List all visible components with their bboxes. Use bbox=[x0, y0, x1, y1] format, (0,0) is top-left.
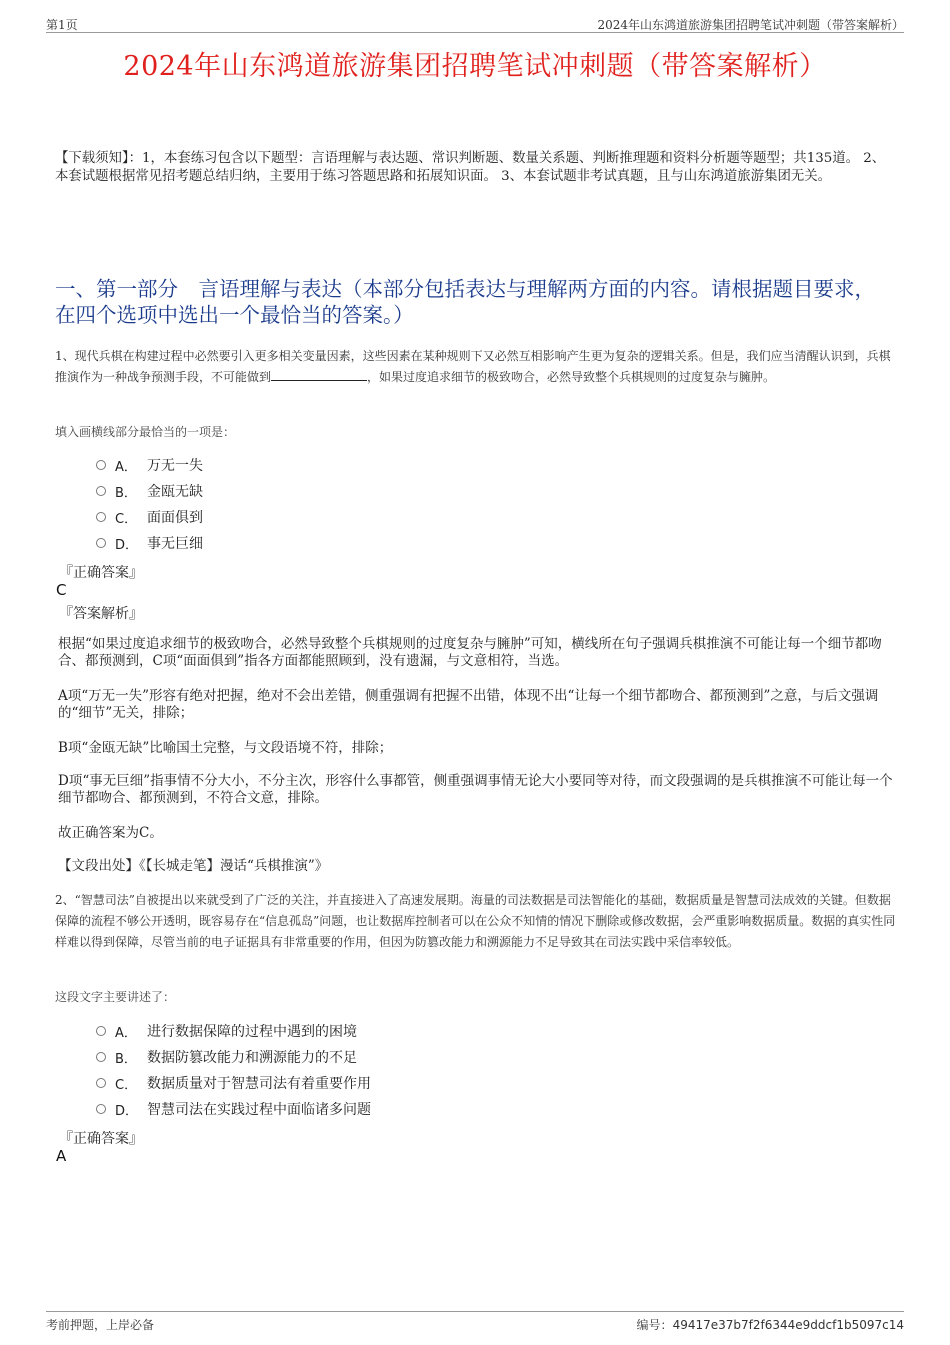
option-letter: C． bbox=[115, 511, 138, 527]
page-number: 第1页 bbox=[46, 18, 78, 32]
radio-icon[interactable] bbox=[96, 1104, 106, 1114]
option-d[interactable] bbox=[96, 1096, 371, 1122]
code-value: 49417e37b7f2f6344e9ddcf1b5097c14 bbox=[672, 1318, 904, 1332]
download-notice: 【下载须知】：1，本套练习包含以下题型：言语理解与表达题、常识判断题、数量关系题、判断推理题和资料分析题等题型；共135道。 2、本套试题根据常见招考题总结归纳，主要用于练习答题思路和拓展知识面。 3、本套试题非考试真题，且与山东鸿道旅游集团无关。 bbox=[55, 151, 886, 184]
option-b[interactable] bbox=[96, 478, 203, 504]
option-c[interactable] bbox=[96, 1070, 371, 1096]
question-1-prompt: 填入画横线部分最恰当的一项是： bbox=[55, 425, 236, 439]
option-letter: A． bbox=[115, 459, 137, 475]
answer-label: 『正确答案』 bbox=[59, 1131, 143, 1147]
answer-label: 『正确答案』 bbox=[59, 565, 143, 581]
option-a[interactable] bbox=[96, 452, 203, 478]
analysis-label: 『答案解析』 bbox=[59, 606, 143, 622]
radio-icon[interactable] bbox=[96, 538, 106, 548]
footer-slogan: 考前押题，上岸必备 bbox=[46, 1318, 155, 1332]
analysis-paragraph: B项“金瓯无缺”比喻国土完整，与文段语境不符，排除； bbox=[58, 740, 393, 756]
option-d[interactable] bbox=[96, 530, 203, 556]
radio-icon[interactable] bbox=[96, 460, 106, 470]
option-text: 金瓯无缺 bbox=[147, 484, 203, 500]
analysis-paragraph: A项“万无一失”形容有绝对把握，绝对不会出差错，侧重强调有把握不出错，体现不出“让每一个细节都吻合、都预测到”之意，与后文强调的“细节”无关，排除； bbox=[58, 688, 879, 721]
option-text: 进行数据保障的过程中遇到的困境 bbox=[147, 1024, 357, 1040]
option-text: 数据防篡改能力和溯源能力的不足 bbox=[147, 1050, 357, 1066]
radio-icon[interactable] bbox=[96, 1078, 106, 1088]
option-text: 智慧司法在实践过程中面临诸多问题 bbox=[147, 1102, 371, 1118]
question-1-stem bbox=[55, 346, 900, 388]
analysis-paragraph: 根据“如果过度追求细节的极致吻合，必然导致整个兵棋规则的过度复杂与臃肿”可知，横线所在句子强调兵棋推演不可能让每一个细节都吻合、都预测到，C项“面面俱到”指各方面都能照顾到，没有遗漏，与文意相符，当选。 bbox=[58, 636, 882, 669]
option-a[interactable] bbox=[96, 1018, 371, 1044]
question-2-stem: 2、“智慧司法”自被提出以来就受到了广泛的关注，并直接进入了高速发展期。海量的司法数据是司法智能化的基础，数据质量是智慧司法成效的关键。但数据保障的流程不够公开透明，既容易存在“信息孤岛”问题，也让数据库控制者可以在公众不知情的情况下删除或修改数据，会严重影响数据质量。数据的真实性同样难以得到保障，尽管当前的电子证据具有非常重要的作用，但因为防篡改能力和溯源能力不足导致其在司法实践中采信率较低。 bbox=[55, 893, 896, 949]
question-1-options bbox=[96, 452, 203, 556]
radio-icon[interactable] bbox=[96, 486, 106, 496]
question-2-options bbox=[96, 1018, 371, 1122]
question-1-text-after: ，如果过度追求细节的极致吻合，必然导致整个兵棋规则的过度复杂与臃肿。 bbox=[367, 370, 776, 384]
analysis-paragraph: D项“事无巨细”指事情不分大小，不分主次，形容什么事都管，侧重强调事情无论大小要同等对待，而文段强调的是兵棋推演不可能让每一个细节都吻合、都预测到，不符合文意，排除。 bbox=[58, 773, 893, 806]
correct-answer: C bbox=[56, 581, 67, 599]
option-text: 万无一失 bbox=[147, 458, 203, 474]
option-letter: A． bbox=[115, 1025, 137, 1041]
code-label: 编号： bbox=[636, 1318, 673, 1332]
option-b[interactable] bbox=[96, 1044, 371, 1070]
radio-icon[interactable] bbox=[96, 512, 106, 522]
correct-answer: A bbox=[56, 1147, 67, 1165]
source-citation: 【文段出处】《【长城走笔】漫话“兵棋推演”》 bbox=[58, 858, 329, 874]
footer-code bbox=[637, 1316, 904, 1333]
question-2-prompt: 这段文字主要讲述了： bbox=[55, 990, 176, 1004]
question-1-text-before: 1、现代兵棋在构建过程中必然要引入更多相关变量因素，这些因素在某种规则下又必然互相影响产生更为复杂的逻辑关系。但是，我们应当清醒认识到，兵棋推演作为一种战争预测手段，不可能做到 bbox=[55, 349, 891, 384]
option-letter: C． bbox=[115, 1077, 138, 1093]
option-letter: B． bbox=[115, 485, 137, 501]
option-letter: D． bbox=[115, 1103, 139, 1119]
section-heading: 一、第一部分 言语理解与表达（本部分包括表达与理解两方面的内容。请根据题目要求，在四个选项中选出一个最恰当的答案。） bbox=[55, 277, 875, 327]
option-text: 面面俱到 bbox=[147, 510, 203, 526]
document-title: 2024年山东鸿道旅游集团招聘笔试冲刺题（带答案解析） bbox=[123, 51, 827, 82]
option-text: 事无巨细 bbox=[147, 536, 203, 552]
analysis-paragraph: 故正确答案为C。 bbox=[58, 825, 163, 841]
option-letter: D． bbox=[115, 537, 139, 553]
option-text: 数据质量对于智慧司法有着重要作用 bbox=[147, 1076, 371, 1092]
option-c[interactable] bbox=[96, 504, 203, 530]
fill-blank bbox=[271, 370, 367, 381]
radio-icon[interactable] bbox=[96, 1026, 106, 1036]
header-doc-title: 2024年山东鸿道旅游集团招聘笔试冲刺题（带答案解析） bbox=[597, 18, 904, 32]
option-letter: B． bbox=[115, 1051, 137, 1067]
radio-icon[interactable] bbox=[96, 1052, 106, 1062]
page-footer bbox=[46, 1311, 904, 1334]
page-header bbox=[46, 14, 904, 33]
